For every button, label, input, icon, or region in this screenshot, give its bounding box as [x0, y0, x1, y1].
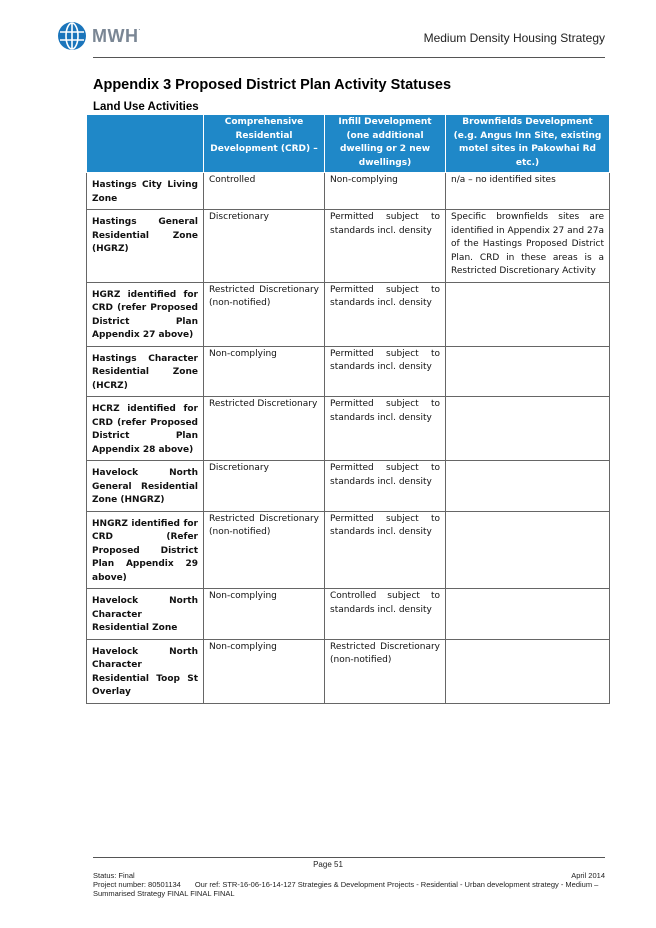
infill-status-cell: Permitted subject to standards incl. density [325, 210, 446, 283]
zone-cell: Hastings City Living Zone [87, 173, 204, 210]
crd-status-cell: Restricted Discretionary [204, 397, 325, 461]
table-row [87, 397, 610, 461]
crd-status-cell: Non-complying [204, 639, 325, 703]
crd-status-cell: Restricted Discretionary (non-notified) [204, 282, 325, 346]
table-row [87, 511, 610, 589]
zone-cell: Hastings Character Residential Zone (HCRZ) [87, 346, 204, 397]
infill-status-cell: Restricted Discretionary (non-notified) [325, 639, 446, 703]
column-header-zone [87, 115, 204, 173]
brownfields-status-cell: Specific brownfields sites are identified in Appendix 27 and 27a of the Hastings Proposed District Plan. CRD in these areas is a Restricted Discretionary Activity [446, 210, 610, 283]
zone-cell: HGRZ identified for CRD (refer Proposed District Plan Appendix 27 above) [87, 282, 204, 346]
activity-status-table [86, 114, 610, 704]
brownfields-status-cell [446, 639, 610, 703]
table-row [87, 589, 610, 640]
footer-divider [93, 857, 605, 858]
table-header-row [87, 115, 610, 173]
table-row [87, 461, 610, 512]
table-row [87, 173, 610, 210]
column-header-crd: Comprehensive Residential Development (CRD) – [204, 115, 325, 173]
zone-cell: Havelock North General Residential Zone (HNGRZ) [87, 461, 204, 512]
infill-status-cell: Permitted subject to standards incl. density [325, 511, 446, 589]
zone-cell: Hastings General Residential Zone (HGRZ) [87, 210, 204, 283]
header-divider [93, 57, 605, 58]
our-reference: Our ref: STR-16-06-16-14-127 Strategies & Development Projects - Residential - Urban development strategy - Medium – Summarised Strategy FINAL FINAL FINAL [93, 880, 599, 898]
infill-status-cell: Permitted subject to standards incl. density [325, 397, 446, 461]
infill-status-cell: Permitted subject to standards incl. density [325, 282, 446, 346]
infill-status-cell: Non-complying [325, 173, 446, 210]
table-row [87, 282, 610, 346]
crd-status-cell: Discretionary [204, 461, 325, 512]
crd-status-cell: Non-complying [204, 589, 325, 640]
zone-cell: Havelock North Character Residential Toop St Overlay [87, 639, 204, 703]
globe-icon [57, 21, 87, 51]
brownfields-status-cell [446, 511, 610, 589]
crd-status-cell: Restricted Discretionary (non-notified) [204, 511, 325, 589]
zone-cell: Havelock North Character Residential Zone [87, 589, 204, 640]
page-number: Page 51 [313, 860, 343, 869]
column-header-brownfields: Brownfields Development (e.g. Angus Inn Site, existing motel sites in Pakowhai Rd etc.) [446, 115, 610, 173]
infill-status-cell: Controlled subject to standards incl. density [325, 589, 446, 640]
project-reference [93, 880, 605, 898]
section-heading: Land Use Activities [93, 101, 199, 113]
project-number: Project number: 80501134 [93, 880, 181, 889]
mwh-logo [57, 21, 141, 51]
zone-cell: HCRZ identified for CRD (refer Proposed District Plan Appendix 28 above) [87, 397, 204, 461]
infill-status-cell: Permitted subject to standards incl. density [325, 461, 446, 512]
infill-status-cell: Permitted subject to standards incl. density [325, 346, 446, 397]
table-row [87, 639, 610, 703]
document-status: Status: Final [93, 871, 135, 880]
table-row [87, 346, 610, 397]
brownfields-status-cell: n/a – no identified sites [446, 173, 610, 210]
crd-status-cell: Controlled [204, 173, 325, 210]
brownfields-status-cell [446, 397, 610, 461]
logo-wordmark: MWH. [92, 25, 141, 46]
crd-status-cell: Discretionary [204, 210, 325, 283]
zone-cell: HNGRZ identified for CRD (Refer Proposed District Plan Appendix 29 above) [87, 511, 204, 589]
crd-status-cell: Non-complying [204, 346, 325, 397]
brownfields-status-cell [446, 282, 610, 346]
document-date: April 2014 [571, 871, 605, 880]
document-title: Medium Density Housing Strategy [423, 31, 605, 45]
table-row [87, 210, 610, 283]
brownfields-status-cell [446, 589, 610, 640]
brownfields-status-cell [446, 346, 610, 397]
page-title: Appendix 3 Proposed District Plan Activity Statuses [93, 77, 452, 93]
column-header-infill: Infill Development (one additional dwelling or 2 new dwellings) [325, 115, 446, 173]
brownfields-status-cell [446, 461, 610, 512]
